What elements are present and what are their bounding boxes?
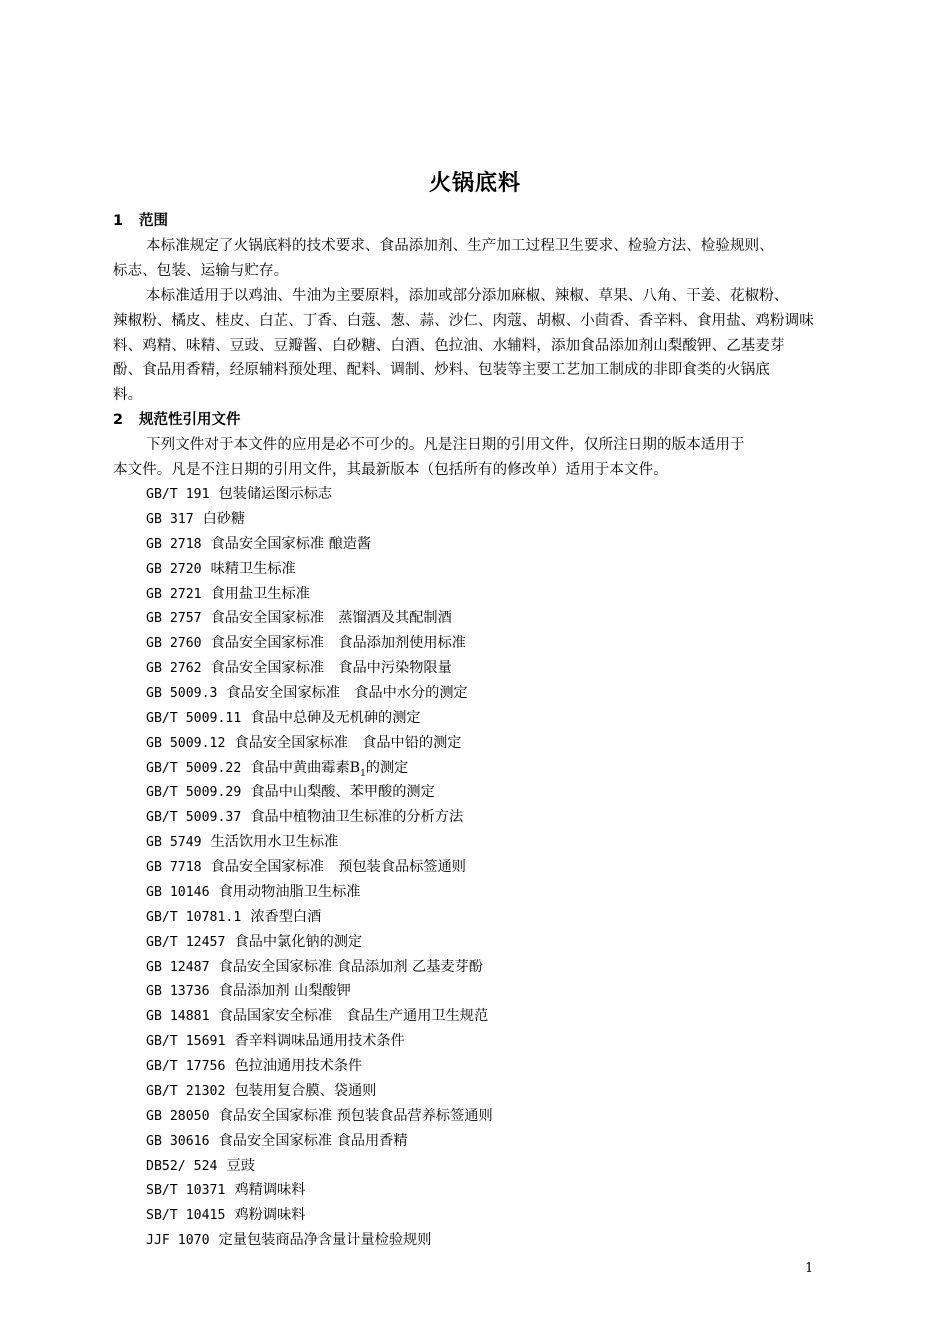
reference-item: [146, 1005, 488, 1025]
reference-title: 食用动物油脂卫生标准: [218, 883, 361, 900]
paragraph-line: 本标准规定了火锅底料的技术要求、食品添加剂、生产加工过程卫生要求、检验方法、检验规则、: [146, 238, 774, 254]
reference-code: GB 13736: [146, 984, 210, 1000]
reference-code: GB 12487: [146, 959, 210, 975]
reference-item: [146, 1080, 376, 1100]
reference-code: GB/T 15691: [146, 1034, 226, 1050]
reference-code: GB/T 5009.29: [146, 785, 242, 801]
reference-gap: [202, 834, 211, 850]
section-heading-scope: [113, 209, 168, 230]
section-heading-normative-references: [113, 408, 241, 429]
reference-gap: [210, 1108, 219, 1124]
reference-title: 食品安全国家标准 食品添加剂 乙基麦芽酚: [218, 958, 483, 975]
reference-code: JJF 1070: [146, 1233, 210, 1249]
reference-title: 香辛料调味品通用技术条件: [234, 1033, 405, 1050]
paragraph-line: 标志、包装、运输与贮存。: [113, 263, 289, 279]
reference-item: [146, 1030, 405, 1050]
reference-gap: [241, 909, 250, 925]
paragraph-line: 本文件。凡是不注日期的引用文件，其最新版本（包括所有的修改单）适用于本文件。: [113, 462, 668, 478]
reference-code: GB/T 17756: [146, 1059, 226, 1074]
reference-item: [146, 657, 452, 677]
document-title: 火锅底料: [428, 171, 521, 196]
section-title: 范围: [139, 213, 168, 229]
reference-title: 鸡精调味料: [234, 1182, 306, 1199]
reference-gap: [210, 486, 219, 502]
reference-title: 定量包装商品净含量计量检验规则: [218, 1232, 432, 1249]
reference-item: [146, 1155, 255, 1175]
paragraph-line: 辣椒粉、橘皮、桂皮、白芷、丁香、白蔻、葱、蒜、沙仁、肉蔻、胡椒、小茴香、香辛料、食用盐、鸡粉调味: [113, 313, 814, 329]
reference-code: GB 317: [146, 511, 194, 527]
reference-item: [146, 1179, 305, 1199]
reference-gap: [202, 561, 211, 577]
reference-gap: [241, 710, 250, 726]
reference-code: SB/T 10415: [146, 1208, 226, 1224]
reference-item: [146, 906, 321, 926]
reference-item: [146, 558, 296, 578]
reference-gap: [210, 983, 219, 999]
reference-title-suffix: 的测定: [365, 759, 409, 776]
reference-code: GB 2720: [146, 561, 202, 577]
reference-code: GB 10146: [146, 884, 210, 900]
paragraph-line: 料、鸡精、味精、豆豉、豆瓣酱、白砂糖、白酒、色拉油、水辅料，添加食品添加剂山梨酸钾、乙基麦芽: [113, 338, 785, 354]
reference-title: 白砂糖: [202, 510, 246, 527]
section-title: 规范性引用文件: [139, 412, 241, 428]
reference-title: 食用盐卫生标准: [210, 585, 310, 602]
paragraph-line: 本标准适用于以鸡油、牛油为主要原料，添加或部分添加麻椒、辣椒、草果、八角、干姜、花椒粉、: [146, 288, 789, 304]
reference-gap: [202, 610, 211, 626]
reference-title: 食品国家安全标准 食品生产通用卫生规范: [218, 1008, 489, 1025]
reference-code: GB/T 191: [146, 487, 210, 502]
reference-title: 食品添加剂 山梨酸钾: [218, 983, 351, 1000]
reference-gap: [217, 685, 226, 701]
reference-item: [146, 682, 468, 702]
reference-item: [146, 1204, 305, 1224]
reference-gap: [210, 1232, 219, 1248]
reference-item: [146, 1229, 431, 1249]
paragraph-line: 下列文件对于本文件的应用是必不可少的。凡是注日期的引用文件，仅所注日期的版本适用于: [146, 437, 745, 453]
reference-title: 食品中植物油卫生标准的分析方法: [250, 809, 464, 826]
reference-title: 食品安全国家标准 预包装食品营养标签通则: [218, 1107, 493, 1124]
reference-code: GB 14881: [146, 1009, 210, 1025]
reference-item: [146, 1105, 493, 1125]
paragraph-line: 酚、食品用香精，经原辅料预处理、配料、调制、炒料、包装等主要工艺加工制成的非即食类的火锅底: [113, 362, 770, 378]
reference-title: 食品安全国家标准 食品中污染物限量: [210, 660, 452, 677]
reference-item: [146, 856, 466, 876]
reference-title: 食品安全国家标准 食品中水分的测定: [226, 685, 468, 701]
reference-title: 食品安全国家标准 食品中铅的测定: [234, 734, 462, 751]
reference-title: 食品中山梨酸、苯甲酸的测定: [250, 784, 435, 801]
reference-title: 生活饮用水卫生标准: [210, 834, 339, 851]
reference-title: 食品中总砷及无机砷的测定: [250, 709, 421, 726]
reference-item: [146, 757, 408, 779]
section-number: 1: [113, 213, 124, 229]
reference-title: 鸡粉调味料: [234, 1207, 306, 1224]
reference-gap: [217, 1158, 226, 1174]
reference-title: 食品安全国家标准 蒸馏酒及其配制酒: [210, 610, 452, 627]
reference-code: GB 7718: [146, 860, 202, 875]
reference-title: 豆豉: [226, 1157, 255, 1174]
reference-item: [146, 508, 245, 528]
reference-code: GB/T 5009.37: [146, 810, 242, 826]
reference-code: GB/T 5009.11: [146, 710, 242, 726]
reference-title: 浓香型白酒: [250, 908, 322, 925]
reference-item: [146, 980, 351, 1000]
reference-gap: [210, 1008, 219, 1024]
reference-gap: [194, 511, 203, 527]
paragraph-line: 料。: [113, 387, 143, 403]
section-number: 2: [113, 412, 124, 428]
reference-item: [146, 632, 466, 652]
reference-item: [146, 1055, 362, 1075]
reference-item: [146, 831, 338, 851]
reference-gap: [210, 959, 219, 975]
reference-title: 食品安全国家标准 预包装食品标签通则: [210, 859, 466, 875]
reference-code: GB 2721: [146, 586, 202, 602]
reference-code: GB 28050: [146, 1108, 210, 1124]
reference-code: SB/T 10371: [146, 1183, 226, 1199]
reference-code: DB52/ 524: [146, 1158, 218, 1174]
reference-item: [146, 881, 360, 901]
reference-item: [146, 707, 421, 727]
reference-code: GB 2762: [146, 661, 202, 677]
reference-gap: [202, 635, 211, 651]
reference-item: [146, 483, 332, 503]
reference-code: GB 5009.12: [146, 735, 226, 751]
reference-code: GB 2760: [146, 636, 202, 652]
reference-code: GB 30616: [146, 1133, 210, 1149]
reference-code: GB 2718: [146, 536, 202, 552]
reference-title: 食品安全国家标准 食品用香精: [218, 1132, 408, 1149]
reference-title-subscript: 1: [360, 768, 366, 779]
reference-title: 味精卫生标准: [210, 560, 296, 577]
reference-title: 色拉油通用技术条件: [234, 1058, 363, 1074]
reference-gap: [202, 859, 211, 875]
reference-code: GB/T 5009.22: [146, 760, 242, 776]
reference-code: GB 5749: [146, 835, 202, 851]
reference-item: [146, 583, 310, 603]
reference-item: [146, 607, 452, 627]
reference-title: 包装用复合膜、袋通则: [234, 1082, 377, 1099]
reference-item: [146, 781, 435, 801]
reference-gap: [241, 784, 250, 800]
reference-item: [146, 931, 362, 951]
reference-gap: [202, 660, 211, 676]
reference-title: 食品中氯化钠的测定: [234, 933, 363, 950]
reference-title: 包装储运图示标志: [218, 486, 333, 502]
reference-item: [146, 806, 463, 826]
reference-gap: [202, 586, 211, 602]
reference-gap: [241, 809, 250, 825]
reference-item: [146, 732, 461, 752]
reference-gap: [210, 1133, 219, 1149]
reference-code: GB 2757: [146, 611, 202, 627]
reference-title: 食品安全国家标准 酿造酱: [210, 535, 372, 552]
reference-item: [146, 1130, 408, 1150]
reference-item: [146, 533, 371, 553]
reference-code: GB/T 12457: [146, 934, 226, 950]
reference-item: [146, 956, 483, 976]
reference-gap: [241, 760, 250, 776]
reference-code: GB/T 21302: [146, 1083, 226, 1099]
reference-gap: [202, 536, 211, 552]
reference-title: 食品中黄曲霉素B: [250, 759, 361, 776]
reference-title: 食品安全国家标准 食品添加剂使用标准: [210, 635, 466, 652]
reference-code: GB 5009.3: [146, 686, 218, 701]
reference-code: GB/T 10781.1: [146, 909, 242, 925]
reference-gap: [210, 884, 219, 900]
page-number: 1: [805, 1261, 814, 1276]
